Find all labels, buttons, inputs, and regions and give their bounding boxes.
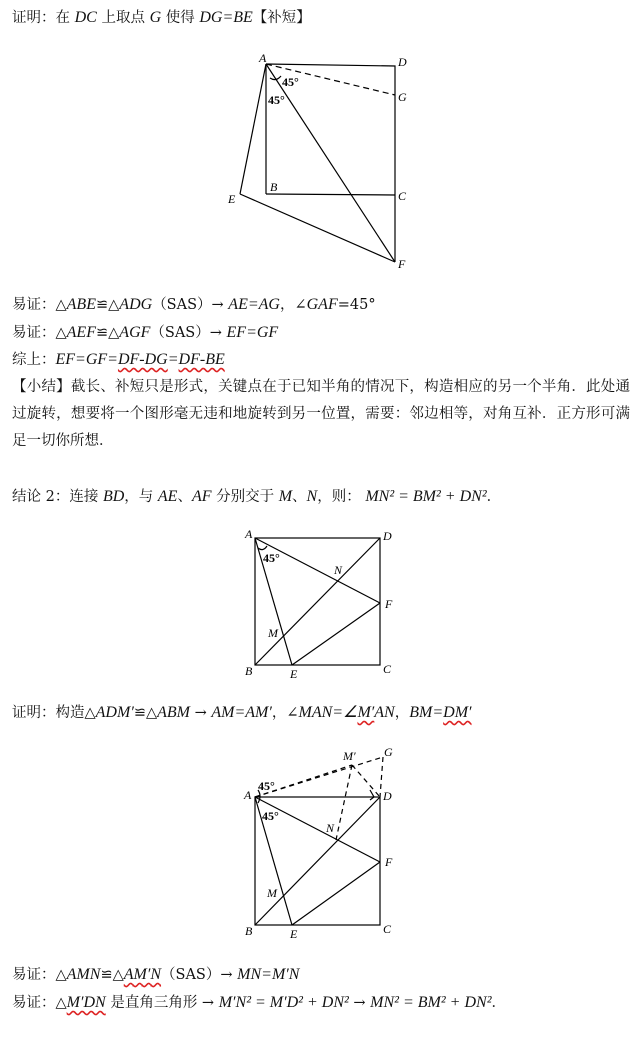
svg-text:G: G — [384, 745, 393, 759]
proof-line-3: 易证：△AEF≌△AGF（SAS）→ EF=GF — [12, 324, 279, 341]
proof-line-1: 证明：在 DC 上取点 G 使得 DG=BE【补短】 — [12, 9, 311, 26]
svg-text:45°: 45° — [268, 93, 285, 107]
svg-text:B: B — [270, 180, 278, 194]
svg-text:F: F — [385, 597, 393, 611]
proof-2-line-1: 证明：构造△ADM′≌△ABM → AM=AM′，∠MAN=∠M′AN，BM=DM′ — [12, 704, 472, 721]
svg-text:E: E — [290, 927, 298, 941]
svg-text:45°: 45° — [263, 551, 280, 565]
proof-line-2: 易证：△ABE≌△ADG（SAS）→ AE=AG，∠GAF=45° — [12, 296, 376, 313]
svg-text:45°: 45° — [282, 75, 299, 89]
svg-text:E: E — [228, 192, 236, 206]
svg-text:D: D — [383, 789, 392, 803]
figure-3-labels — [243, 745, 393, 941]
proof-2-line-3: 易证：△M′DN 是直角三角形 → M′N² = M′D² + DN² → MN² = BM² + DN²． — [12, 994, 506, 1011]
svg-text:N: N — [334, 563, 343, 577]
svg-text:N: N — [326, 821, 335, 835]
svg-text:B: B — [245, 664, 253, 678]
svg-text:M: M — [268, 626, 278, 640]
svg-text:A: A — [245, 527, 253, 541]
svg-text:A: A — [259, 51, 267, 65]
proof-line-4: 综上：EF=GF=DF-DG=DF-BE — [12, 351, 225, 368]
svg-text:M: M — [267, 886, 277, 900]
svg-text:D: D — [383, 529, 392, 543]
svg-text:F: F — [385, 855, 393, 869]
svg-text:M′: M′ — [343, 749, 356, 763]
svg-text:45°: 45° — [262, 809, 279, 823]
conclusion-2: 结论 2：连接 BD，与 AE、AF 分别交于 M、N，则： MN² = BM² + DN²． — [12, 488, 502, 505]
svg-text:D: D — [398, 55, 407, 69]
svg-text:G: G — [398, 90, 407, 104]
svg-text:C: C — [398, 189, 407, 203]
svg-text:E: E — [290, 667, 298, 681]
svg-text:C: C — [383, 662, 392, 676]
figure-2-labels — [244, 527, 393, 681]
svg-text:C: C — [383, 922, 392, 936]
svg-text:45°: 45° — [258, 779, 275, 793]
figure-1 — [240, 64, 395, 262]
svg-text:F: F — [398, 257, 406, 271]
summary-paragraph: 【小结】截长、补短只是形式，关键点在于已知半角的情况下，构造相应的另一个半角．此处通过旋转，想要将一个图形毫无违和地旋转到另一位置，需要：邻边相等，对角互补．正方形可满足一切你所想． — [12, 379, 630, 449]
svg-text:B: B — [245, 924, 253, 938]
svg-text:A: A — [244, 788, 252, 802]
proof-2-line-2: 易证：△AMN≌△AM′N（SAS）→ MN=M′N — [12, 966, 300, 983]
